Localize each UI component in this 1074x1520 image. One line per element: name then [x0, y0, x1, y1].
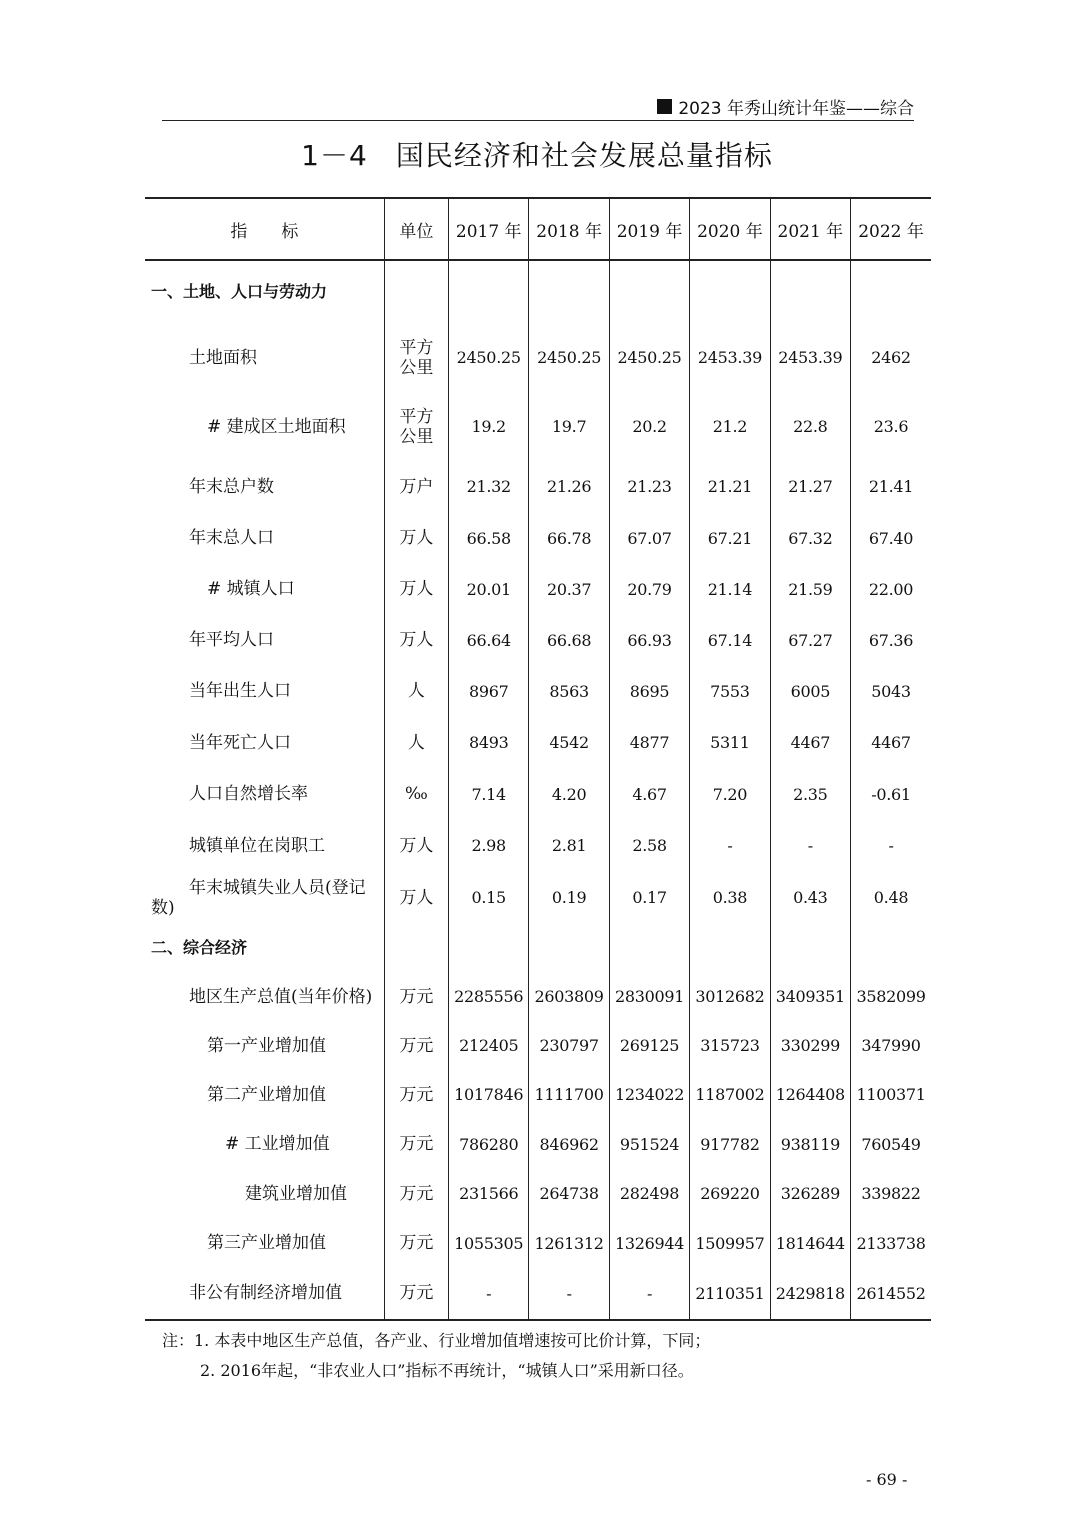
- unit-cell: 万人: [384, 564, 448, 615]
- value-cell-2017: -: [449, 1268, 529, 1320]
- value-cell-2020: 67.21: [690, 513, 770, 564]
- indicator-name: # 城镇人口: [145, 564, 384, 615]
- indicator-name: 当年死亡人口: [145, 717, 384, 769]
- empty-cell: [529, 260, 609, 323]
- table-row: [145, 1022, 931, 1070]
- value-cell-2018: 846962: [529, 1120, 609, 1169]
- table-row: [145, 717, 931, 769]
- value-cell-2021: 22.8: [770, 393, 850, 461]
- value-cell-2017: 2.98: [449, 820, 529, 872]
- indicator-name: # 工业增加值: [145, 1120, 384, 1169]
- empty-cell: [851, 924, 931, 972]
- value-cell-2017: 786280: [449, 1120, 529, 1169]
- indicator-name: 年末总人口: [145, 513, 384, 564]
- value-cell-2018: 0.19: [529, 872, 609, 924]
- empty-cell: [449, 260, 529, 323]
- unit-cell: 平方公里: [384, 323, 448, 393]
- value-cell-2021: 2453.39: [770, 323, 850, 393]
- value-cell-2018: 230797: [529, 1022, 609, 1070]
- value-cell-2021: 67.27: [770, 615, 850, 666]
- value-cell-2022: 0.48: [873, 888, 909, 908]
- table-row: [145, 769, 931, 820]
- indicator-name: 年平均人口: [145, 615, 384, 666]
- value-cell-2019: 2830091: [609, 972, 689, 1022]
- unit-cell: 万户: [384, 461, 448, 513]
- value-cell-2020: 21.2: [690, 393, 770, 461]
- value-cell-2018: 1111700: [529, 1070, 609, 1120]
- value-cell-2018: 66.68: [529, 615, 609, 666]
- empty-cell: [609, 260, 689, 323]
- footnote-2: 2. 2016年起，“非农业人口”指标不再统计，“城镇人口”采用新口径。: [200, 1361, 694, 1380]
- value-cell-2020: 3012682: [690, 972, 770, 1022]
- section-row: [145, 260, 931, 323]
- value-cell-2019: 21.23: [609, 461, 689, 513]
- table-row: [145, 1219, 931, 1268]
- value-cell-2017: 7.14: [449, 769, 529, 820]
- value-cell-2020: 315723: [690, 1022, 770, 1070]
- table-row: [145, 1169, 931, 1219]
- indicator-name: 建筑业增加值: [145, 1169, 384, 1219]
- value-cell-2021: 21.27: [770, 461, 850, 513]
- empty-cell: [690, 260, 770, 323]
- unit-cell: 万人: [384, 820, 448, 872]
- table-title-text: 国民经济和社会发展总量指标: [395, 139, 773, 172]
- value-cell-2018: 4542: [529, 717, 609, 769]
- value-cell-2022: 760549: [861, 1134, 921, 1154]
- section-row: [145, 924, 931, 972]
- value-cell-2022: 2133738: [856, 1233, 926, 1253]
- value-cell-2017: 1017846: [449, 1070, 529, 1120]
- empty-cell: [770, 260, 850, 323]
- value-cell-2018: 264738: [529, 1169, 609, 1219]
- value-cell-2019: 66.93: [609, 615, 689, 666]
- value-cell-2022: 2614552: [851, 1268, 931, 1320]
- value-cell-2017: 0.15: [449, 872, 529, 924]
- value-cell-2019: 269125: [609, 1022, 689, 1070]
- value-cell-2019: 951524: [609, 1120, 689, 1169]
- value-cell-2021: 326289: [770, 1169, 850, 1219]
- value-cell-2017: 20.01: [449, 564, 529, 615]
- value-cell-2018: 20.37: [529, 564, 609, 615]
- unit-cell: 平方公里: [384, 393, 448, 461]
- value-cell-2021: -: [770, 820, 850, 872]
- table-row: [145, 323, 931, 393]
- value-cell-2020: 1187002: [690, 1070, 770, 1120]
- value-cell-2020: 7.20: [690, 769, 770, 820]
- value-cell-2018: -: [529, 1268, 609, 1320]
- value-cell-2022: 67.40: [868, 528, 914, 548]
- value-cell-2019: 1234022: [609, 1070, 689, 1120]
- value-cell-2022: 2462: [871, 348, 911, 368]
- unit-cell: 万元: [384, 1022, 448, 1070]
- value-cell-2022: 5043: [871, 681, 911, 701]
- unit-cell: 万人: [384, 615, 448, 666]
- value-cell-2020: 21.21: [690, 461, 770, 513]
- indicator-name: 土地面积: [145, 323, 384, 393]
- table-row: [145, 1120, 931, 1169]
- indicator-name: 第一产业增加值: [145, 1022, 384, 1070]
- value-cell-2019: 8695: [609, 666, 689, 717]
- header-text: 2023 年秀山统计年鉴——综合: [678, 98, 914, 119]
- value-cell-2019: -: [609, 1268, 689, 1320]
- unit-cell: 人: [384, 666, 448, 717]
- value-cell-2020: 2453.39: [690, 323, 770, 393]
- indicator-name: 当年出生人口: [145, 666, 384, 717]
- table-row: [145, 393, 931, 461]
- value-cell-2018: 2450.25: [529, 323, 609, 393]
- value-cell-2021: 2429818: [770, 1268, 850, 1320]
- value-cell-2017: 212405: [449, 1022, 529, 1070]
- value-cell-2017: 2450.25: [449, 323, 529, 393]
- unit-cell: 人: [384, 717, 448, 769]
- empty-cell: [449, 924, 529, 972]
- value-cell-2017: 66.64: [449, 615, 529, 666]
- value-cell-2019: 2.58: [609, 820, 689, 872]
- empty-cell: [770, 924, 850, 972]
- value-cell-2018: 21.26: [529, 461, 609, 513]
- value-cell-2022: 4467: [871, 733, 911, 753]
- col-header-2020: 2020 年: [690, 198, 770, 260]
- table-row: [145, 564, 931, 615]
- table-row: [145, 972, 931, 1022]
- header-row: [145, 198, 931, 260]
- table-row: [145, 872, 931, 924]
- table-row: [145, 1070, 931, 1120]
- value-cell-2019: 20.79: [609, 564, 689, 615]
- unit-cell: 万元: [384, 1070, 448, 1120]
- value-cell-2021: 21.59: [770, 564, 850, 615]
- black-square-icon: [657, 99, 672, 114]
- unit-cell: 万人: [384, 513, 448, 564]
- value-cell-2020: 7553: [690, 666, 770, 717]
- indicator-name: 第三产业增加值: [145, 1219, 384, 1268]
- table-row: [145, 666, 931, 717]
- table-title: [0, 134, 1074, 174]
- value-cell-2019: 67.07: [609, 513, 689, 564]
- table-row: [145, 820, 931, 872]
- section-label: 一、土地、人口与劳动力: [145, 260, 384, 323]
- value-cell-2018: 8563: [529, 666, 609, 717]
- value-cell-2022: 1100371: [856, 1085, 926, 1105]
- value-cell-2022: -: [888, 836, 894, 856]
- value-cell-2017: 2285556: [449, 972, 529, 1022]
- empty-cell: [529, 924, 609, 972]
- value-cell-2019: 282498: [609, 1169, 689, 1219]
- value-cell-2022: 3582099: [856, 987, 926, 1007]
- page-number: - 69 -: [866, 1470, 908, 1489]
- value-cell-2022: 339822: [861, 1184, 921, 1204]
- value-cell-2022: -0.61: [871, 784, 911, 804]
- value-cell-2019: 2450.25: [609, 323, 689, 393]
- table-row: [145, 615, 931, 666]
- value-cell-2017: 8967: [449, 666, 529, 717]
- value-cell-2022: 23.6: [873, 417, 909, 437]
- value-cell-2020: 5311: [690, 717, 770, 769]
- indicator-name: 城镇单位在岗职工: [145, 820, 384, 872]
- value-cell-2021: 3409351: [770, 972, 850, 1022]
- value-cell-2020: 67.14: [690, 615, 770, 666]
- value-cell-2017: 231566: [449, 1169, 529, 1219]
- value-cell-2022: 22.00: [868, 579, 914, 599]
- value-cell-2019: 0.17: [609, 872, 689, 924]
- unit-cell: 万人: [384, 872, 448, 924]
- value-cell-2021: 4467: [770, 717, 850, 769]
- table-code: 1－4: [301, 139, 368, 172]
- value-cell-2021: 6005: [770, 666, 850, 717]
- value-cell-2020: 21.14: [690, 564, 770, 615]
- value-cell-2021: 938119: [770, 1120, 850, 1169]
- value-cell-2017: 66.58: [449, 513, 529, 564]
- empty-cell: [609, 924, 689, 972]
- empty-cell: [384, 260, 448, 323]
- footnotes: [162, 1326, 710, 1386]
- empty-cell: [690, 924, 770, 972]
- value-cell-2017: 1055305: [449, 1219, 529, 1268]
- value-cell-2020: 2110351: [690, 1268, 770, 1320]
- value-cell-2021: 67.32: [770, 513, 850, 564]
- indicator-name: 第二产业增加值: [145, 1070, 384, 1120]
- col-header-2019: 2019 年: [609, 198, 689, 260]
- unit-cell: 万元: [384, 1169, 448, 1219]
- value-cell-2019: 1326944: [609, 1219, 689, 1268]
- value-cell-2019: 4877: [609, 717, 689, 769]
- value-cell-2021: 0.43: [770, 872, 850, 924]
- value-cell-2018: 2603809: [529, 972, 609, 1022]
- indicator-name: 非公有制经济增加值: [145, 1268, 384, 1320]
- value-cell-2020: -: [690, 820, 770, 872]
- value-cell-2022: 347990: [861, 1036, 921, 1056]
- col-header-2021: 2021 年: [770, 198, 850, 260]
- value-cell-2021: 330299: [770, 1022, 850, 1070]
- section-label: 二、综合经济: [145, 924, 384, 972]
- col-header-unit: 单位: [384, 198, 448, 260]
- unit-cell: ‰: [384, 769, 448, 820]
- indicator-name: 年末城镇失业人员(登记数): [145, 872, 384, 924]
- value-cell-2017: 19.2: [449, 393, 529, 461]
- value-cell-2019: 20.2: [609, 393, 689, 461]
- col-header-2022: 2022 年: [851, 198, 931, 260]
- value-cell-2018: 2.81: [529, 820, 609, 872]
- value-cell-2018: 4.20: [529, 769, 609, 820]
- unit-cell: 万元: [384, 1219, 448, 1268]
- value-cell-2017: 8493: [449, 717, 529, 769]
- value-cell-2018: 66.78: [529, 513, 609, 564]
- running-header: [162, 92, 914, 121]
- empty-cell: [384, 924, 448, 972]
- value-cell-2021: 1264408: [770, 1070, 850, 1120]
- unit-cell: 万元: [384, 1268, 448, 1320]
- indicator-name: # 建成区土地面积: [145, 393, 384, 461]
- col-header-indicator: 指 标: [145, 198, 384, 260]
- col-header-2018: 2018 年: [529, 198, 609, 260]
- footnote-1: 注：1. 本表中地区生产总值，各产业、行业增加值增速按可比价计算，下同；: [162, 1331, 711, 1350]
- value-cell-2017: 21.32: [449, 461, 529, 513]
- value-cell-2020: 917782: [690, 1120, 770, 1169]
- value-cell-2020: 0.38: [690, 872, 770, 924]
- value-cell-2020: 269220: [690, 1169, 770, 1219]
- indicator-name: 年末总户数: [145, 461, 384, 513]
- value-cell-2022: 21.41: [868, 477, 914, 497]
- value-cell-2019: 4.67: [609, 769, 689, 820]
- value-cell-2020: 1509957: [690, 1219, 770, 1268]
- value-cell-2018: 19.7: [529, 393, 609, 461]
- table-row: [145, 513, 931, 564]
- indicator-name: 地区生产总值(当年价格): [145, 972, 384, 1022]
- empty-cell: [851, 260, 931, 323]
- table-row: [145, 461, 931, 513]
- col-header-2017: 2017 年: [449, 198, 529, 260]
- unit-cell: 万元: [384, 972, 448, 1022]
- indicator-table: [145, 197, 931, 1321]
- value-cell-2021: 2.35: [770, 769, 850, 820]
- value-cell-2018: 1261312: [529, 1219, 609, 1268]
- table-row: [145, 1268, 931, 1320]
- indicator-name: 人口自然增长率: [145, 769, 384, 820]
- value-cell-2022: 67.36: [868, 630, 914, 650]
- value-cell-2021: 1814644: [770, 1219, 850, 1268]
- unit-cell: 万元: [384, 1120, 448, 1169]
